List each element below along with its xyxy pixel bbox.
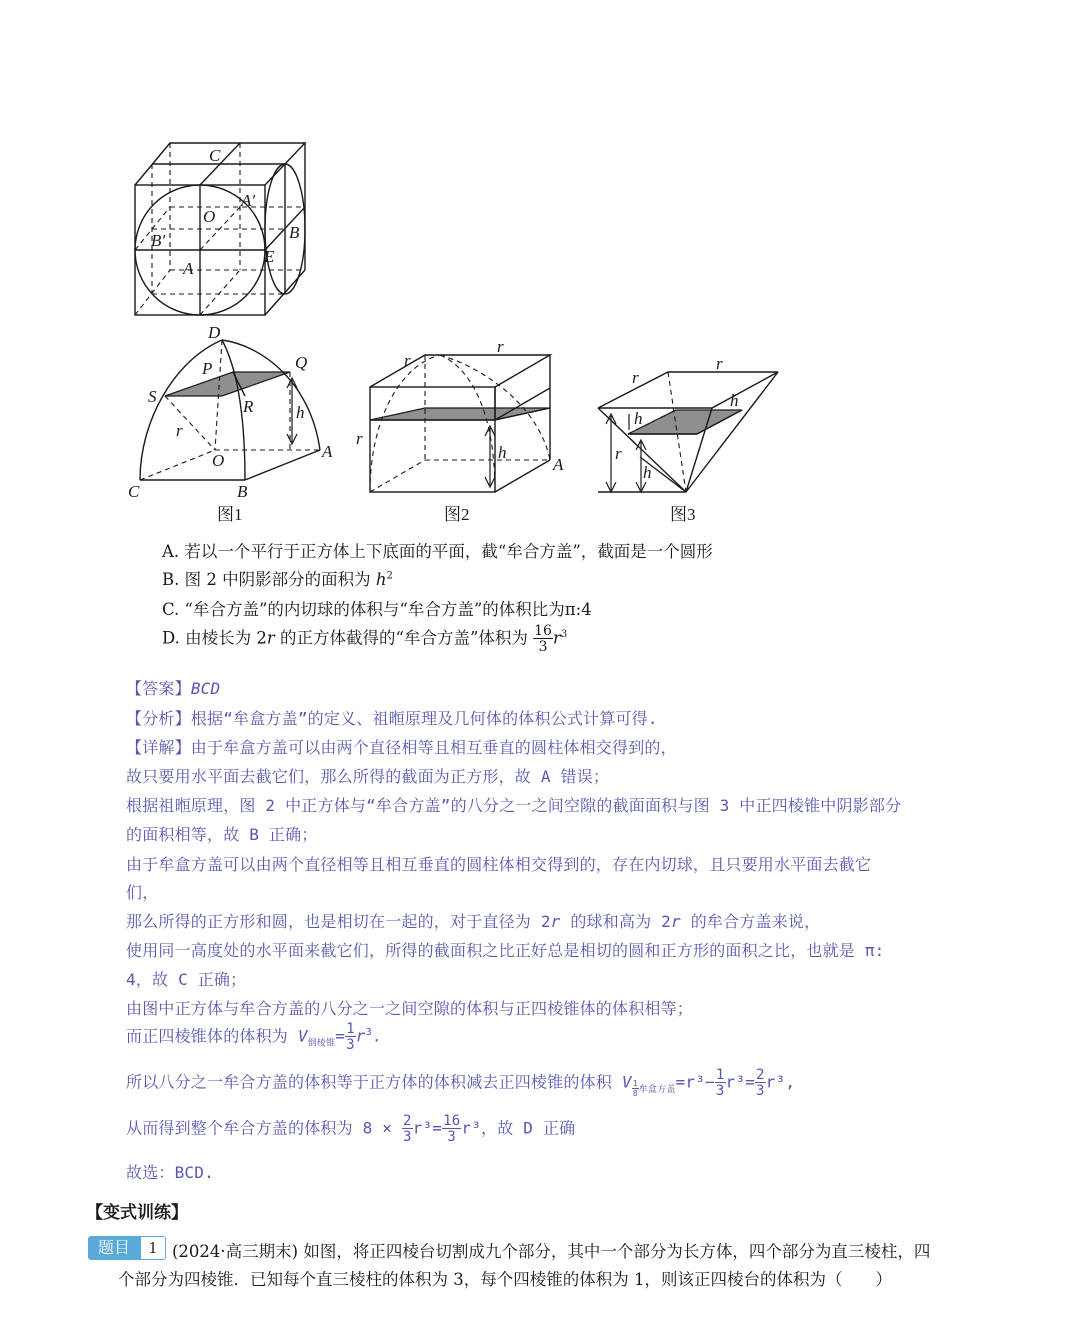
label-Q: Q <box>295 353 308 372</box>
label-r-fig3-top-left: r <box>632 368 639 387</box>
option-d: D. 由棱长为 2r 的正方体截得的“牟合方盖”体积为 $\frac{16}{3}$ $r^3$ <box>162 623 568 655</box>
label-r-fig3-left: r <box>615 444 622 463</box>
option-c: C. “牟合方盖”的内切球的体积与“牟合方盖”的体积比为π:4 <box>162 600 592 619</box>
detail-line-4: 的面积相等，故 B 正确； <box>126 825 318 844</box>
caption-fig2: 图2 <box>444 505 470 524</box>
detail-line-1: 【详解】由于牟盒方盖可以由两个直径相等且相互垂直的圆柱体相交得到的， <box>126 738 677 757</box>
option-b: B. 图 2 中阴影部分的面积为 $h^2$ <box>162 570 393 589</box>
detail-line-9: 4，故 C 正确； <box>126 970 247 989</box>
figure-3 <box>598 354 778 524</box>
label-h-fig3-lower: h <box>643 463 652 482</box>
label-C-fig1: C <box>128 482 140 501</box>
figure-1 <box>128 323 333 524</box>
analysis-line: 【分析】根据“牟盒方盖”的定义、祖暅原理及几何体的体积公式计算可得. <box>126 709 658 728</box>
label-O: O <box>203 207 216 226</box>
detail-line-6: 们， <box>126 883 159 902</box>
figure-2 <box>356 337 564 524</box>
label-r-fig3-top-right: r <box>716 354 723 373</box>
caption-fig1: 图1 <box>217 505 243 524</box>
label-r-fig2-top-left: r <box>404 351 411 370</box>
detail-line-11: 而正四棱锥体的体积为 $V_{倒棱锥}=$ $\frac{1}{3}$ $r^3$. <box>126 1021 382 1053</box>
problem-tag: 题目 <box>88 1236 140 1260</box>
label-A-prime: A′ <box>241 191 256 210</box>
label-h-fig3-left: h <box>634 409 643 428</box>
label-B-fig1: B <box>237 482 248 501</box>
label-B-prime: B′ <box>151 231 166 250</box>
label-h-fig3-right: h <box>730 391 739 410</box>
label-A-fig2: A <box>553 455 564 474</box>
label-r-fig2-left: r <box>356 429 363 448</box>
label-D: D <box>208 323 221 342</box>
detail-line-7: 那么所得的正方形和圆，也是相切在一起的，对于直径为 2r 的球和高为 2r 的牟合方盖来说， <box>126 912 821 931</box>
section-title: 【变式训练】 <box>86 1203 188 1223</box>
label-R: R <box>243 397 254 416</box>
answer-line: 【答案】BCD <box>126 679 221 698</box>
label-S: S <box>148 387 157 406</box>
label-P: P <box>202 359 213 378</box>
label-O-fig1: O <box>212 451 225 470</box>
label-r: r <box>176 421 183 440</box>
detail-line-10: 由图中正方体与牟合方盖的八分之一之间空隙的体积与正四棱锥体的体积相等； <box>126 999 694 1018</box>
geometry-figure <box>0 0 1080 530</box>
label-C: C <box>209 146 221 165</box>
detail-line-13: 从而得到整个牟合方盖的体积为 8 × $\frac{2}{3}$ r³= $\frac{16}{3}$ r³，故 D 正确 <box>126 1113 576 1145</box>
label-r-fig2-top-right: r <box>497 337 504 356</box>
label-h: h <box>296 403 305 422</box>
detail-line-5: 由于牟盒方盖可以由两个直径相等且相互垂直的圆柱体相交得到的，存在内切球，且只要用水平面去截它 <box>126 855 872 874</box>
problem-line-1: (2024·高三期末) 如图，将正四棱台切割成九个部分，其中一个部分为长方体，四个部分为直三棱柱，四 <box>172 1242 931 1261</box>
label-A: A <box>183 259 194 278</box>
detail-line-12: 所以八分之一牟合方盖的体积等于正方体的体积减去正四棱锥的体积 V $_{\frac{1}{8} 牟盒方盖}$=r³− $\frac{1}{3}$ r³= $\frac{2}{3}$ r³, <box>126 1067 796 1099</box>
problem-line-2: 个部分为四棱锥．已知每个直三棱柱的体积为 3，每个四棱锥的体积为 1，则该正四棱台的体积为（ ） <box>118 1270 892 1289</box>
detail-line-2: 故只要用水平面去截它们，那么所得的截面为正方形，故 A 错误； <box>126 767 610 786</box>
caption-fig3: 图3 <box>670 505 696 524</box>
label-B: B <box>289 223 300 242</box>
final-answer-line: 故选：BCD. <box>126 1163 214 1182</box>
option-a: A. 若以一个平行于正方体上下底面的平面，截“牟合方盖”，截面是一个圆形 <box>162 542 713 561</box>
problem-number: 1 <box>140 1236 166 1260</box>
detail-line-3: 根据祖暅原理，图 2 中正方体与“牟合方盖”的八分之一之间空隙的截面面积与图 3 中正四棱锥中阴影部分 <box>126 796 902 815</box>
label-E: E <box>264 247 275 266</box>
label-h-fig2: h <box>498 443 507 462</box>
detail-line-8: 使用同一高度处的水平面来截它们，所得的截面积之比正好总是相切的圆和正方形的面积之比，也就是 π: <box>126 941 885 960</box>
label-A-fig1: A <box>322 442 333 461</box>
